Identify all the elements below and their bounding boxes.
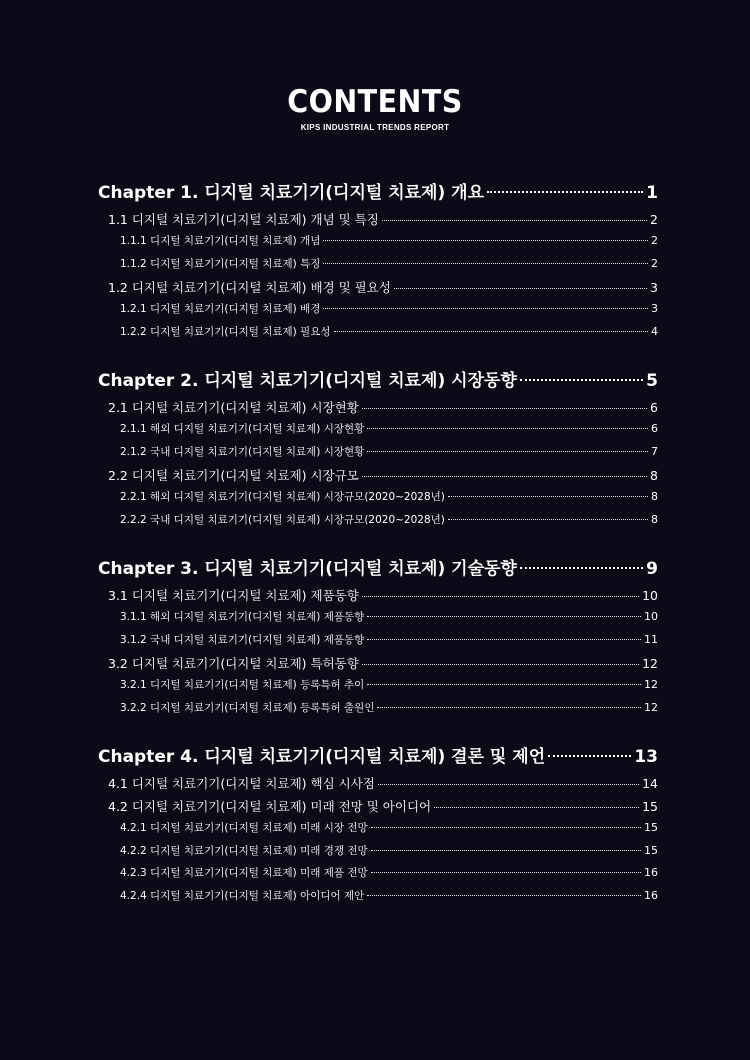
toc-page-number: 12 [644, 678, 658, 691]
toc-subsection[interactable] [98, 820, 658, 843]
dot-leader [520, 379, 643, 381]
page-subtitle: KIPS INDUSTRIAL TRENDS REPORT [300, 123, 450, 132]
toc-page-number: 10 [644, 610, 658, 623]
toc-section[interactable] [98, 278, 658, 301]
toc-page-number: 6 [651, 422, 658, 435]
toc-entry-title: 3.1.1 해외 디지털 치료기기(디지털 치료제) 제품동향 [120, 611, 365, 623]
toc-entry-title: 1.2.2 디지털 치료기기(디지털 치료제) 필요성 [120, 325, 331, 338]
toc-entry-title: 2.1.2 국내 디지털 치료기기(디지털 치료제) 시장현황 [120, 445, 365, 458]
toc-section[interactable] [98, 210, 658, 233]
dot-leader [367, 616, 641, 617]
toc-entry-title: 2.2.2 국내 디지털 치료기기(디지털 치료제) 시장규모(2020~2028년) [120, 513, 445, 526]
dot-leader [362, 408, 647, 409]
toc-page-number: 8 [651, 490, 658, 503]
dot-leader [367, 639, 641, 640]
toc-subsection[interactable] [98, 677, 658, 700]
toc-chapter-title: Chapter 2. 디지털 치료기기(디지털 치료제) 시장동향 [98, 371, 517, 391]
toc-subsection[interactable] [98, 444, 658, 467]
dot-leader [367, 451, 648, 452]
toc-page-number: 14 [642, 776, 658, 791]
toc-entry-title: 2.2 디지털 치료기기(디지털 치료제) 시장규모 [108, 468, 359, 483]
toc-subsection[interactable] [98, 700, 658, 723]
toc-subsection[interactable] [98, 324, 658, 347]
dot-leader [367, 684, 641, 685]
toc-chapter-1 [98, 178, 658, 346]
toc-entry-title: 2.1.1 해외 디지털 치료기기(디지털 치료제) 시장현황 [120, 423, 365, 435]
table-of-contents [98, 178, 658, 910]
toc-chapter-4 [98, 742, 658, 910]
toc-entry-title: 4.2.1 디지털 치료기기(디지털 치료제) 미래 시장 전망 [120, 822, 368, 834]
toc-entry-title: 4.2.4 디지털 치료기기(디지털 치료제) 아이디어 제안 [120, 889, 365, 902]
toc-page-number: 9 [646, 559, 658, 579]
page-title: CONTENTS [287, 84, 463, 120]
toc-page-number: 10 [642, 588, 658, 603]
toc-section[interactable] [98, 654, 658, 677]
toc-page-number: 4 [651, 324, 658, 338]
toc-entry-title: 3.2 디지털 치료기기(디지털 치료제) 특허동향 [108, 656, 359, 671]
toc-chapter-2 [98, 366, 658, 534]
toc-subsection[interactable] [98, 865, 658, 888]
dot-leader [378, 784, 639, 785]
toc-entry-title: 3.1.2 국내 디지털 치료기기(디지털 치료제) 제품동향 [120, 633, 365, 646]
toc-chapter-title: Chapter 1. 디지털 치료기기(디지털 치료제) 개요 [98, 183, 485, 203]
toc-section[interactable] [98, 797, 658, 820]
toc-entry-title: 2.1 디지털 치료기기(디지털 치료제) 시장현황 [108, 400, 359, 415]
toc-chapter-heading[interactable] [98, 554, 658, 582]
toc-entry-title: 1.1.1 디지털 치료기기(디지털 치료제) 개념 [120, 235, 321, 247]
toc-subsection[interactable] [98, 301, 658, 324]
toc-entry-title: 3.2.2 디지털 치료기기(디지털 치료제) 등록특허 출원인 [120, 701, 375, 714]
toc-chapter-title: Chapter 4. 디지털 치료기기(디지털 치료제) 결론 및 제언 [98, 747, 546, 767]
toc-page-number: 12 [644, 700, 658, 714]
toc-chapter-3 [98, 554, 658, 722]
toc-page-number: 2 [650, 212, 658, 227]
toc-subsection[interactable] [98, 843, 658, 866]
dot-leader [323, 263, 648, 264]
toc-page-number: 16 [644, 866, 658, 879]
toc-subsection[interactable] [98, 888, 658, 911]
dot-leader [448, 519, 648, 520]
toc-page-number: 3 [651, 302, 658, 315]
page-header [0, 82, 750, 132]
toc-page-number: 3 [650, 280, 658, 295]
toc-page-number: 6 [650, 400, 658, 415]
toc-entry-title: 3.2.1 디지털 치료기기(디지털 치료제) 등록특허 추이 [120, 679, 365, 691]
toc-page-number: 2 [651, 256, 658, 270]
toc-subsection[interactable] [98, 256, 658, 279]
dot-leader [371, 850, 641, 851]
toc-entry-title: 3.1 디지털 치료기기(디지털 치료제) 제품동향 [108, 588, 359, 603]
toc-page-number: 13 [634, 747, 658, 767]
toc-page-number: 2 [651, 234, 658, 247]
toc-page-number: 7 [651, 444, 658, 458]
toc-page-number: 8 [650, 468, 658, 483]
toc-chapter-heading[interactable] [98, 178, 658, 206]
dot-leader [362, 596, 639, 597]
toc-page-number: 1 [646, 183, 658, 203]
dot-leader [367, 428, 648, 429]
dot-leader [434, 807, 639, 808]
dot-leader [487, 191, 643, 193]
toc-entry-title: 4.2.2 디지털 치료기기(디지털 치료제) 미래 경쟁 전망 [120, 844, 368, 857]
dot-leader [371, 827, 641, 828]
toc-entry-title: 4.1 디지털 치료기기(디지털 치료제) 핵심 시사점 [108, 776, 375, 791]
toc-entry-title: 2.2.1 해외 디지털 치료기기(디지털 치료제) 시장규모(2020~2028년) [120, 491, 445, 503]
toc-section[interactable] [98, 586, 658, 609]
dot-leader [394, 288, 647, 289]
toc-page-number: 8 [651, 512, 658, 526]
toc-entry-title: 1.2 디지털 치료기기(디지털 치료제) 배경 및 필요성 [108, 280, 391, 295]
toc-entry-title: 1.1.2 디지털 치료기기(디지털 치료제) 특징 [120, 257, 321, 270]
dot-leader [377, 707, 641, 708]
toc-subsection[interactable] [98, 512, 658, 535]
toc-entry-title: 4.2.3 디지털 치료기기(디지털 치료제) 미래 제품 전망 [120, 867, 368, 879]
dot-leader [362, 664, 639, 665]
toc-entry-title: 4.2 디지털 치료기기(디지털 치료제) 미래 전망 및 아이디어 [108, 799, 432, 814]
toc-entry-title: 1.2.1 디지털 치료기기(디지털 치료제) 배경 [120, 303, 321, 315]
toc-entry-title: 1.1 디지털 치료기기(디지털 치료제) 개념 및 특징 [108, 212, 379, 227]
dot-leader [448, 496, 648, 497]
dot-leader [367, 895, 641, 896]
toc-section[interactable] [98, 398, 658, 421]
toc-subsection[interactable] [98, 233, 658, 256]
dot-leader [382, 220, 647, 221]
toc-page-number: 15 [644, 843, 658, 857]
dot-leader [548, 755, 631, 757]
toc-chapter-heading[interactable] [98, 742, 658, 770]
toc-page-number: 12 [642, 656, 658, 671]
dot-leader [520, 567, 643, 569]
toc-section[interactable] [98, 466, 658, 489]
toc-page-number: 16 [644, 888, 658, 902]
toc-page-number: 5 [646, 371, 658, 391]
dot-leader [362, 476, 647, 477]
dot-leader [323, 240, 648, 241]
toc-section[interactable] [98, 774, 658, 797]
dot-leader [323, 308, 648, 309]
toc-chapter-title: Chapter 3. 디지털 치료기기(디지털 치료제) 기술동향 [98, 559, 517, 579]
toc-subsection[interactable] [98, 489, 658, 512]
toc-subsection[interactable] [98, 632, 658, 655]
toc-page-number: 15 [642, 799, 658, 814]
dot-leader [371, 872, 641, 873]
toc-page-number: 15 [644, 821, 658, 834]
toc-chapter-heading[interactable] [98, 366, 658, 394]
toc-subsection[interactable] [98, 421, 658, 444]
toc-subsection[interactable] [98, 609, 658, 632]
dot-leader [334, 331, 648, 332]
toc-page-number: 11 [644, 632, 658, 646]
